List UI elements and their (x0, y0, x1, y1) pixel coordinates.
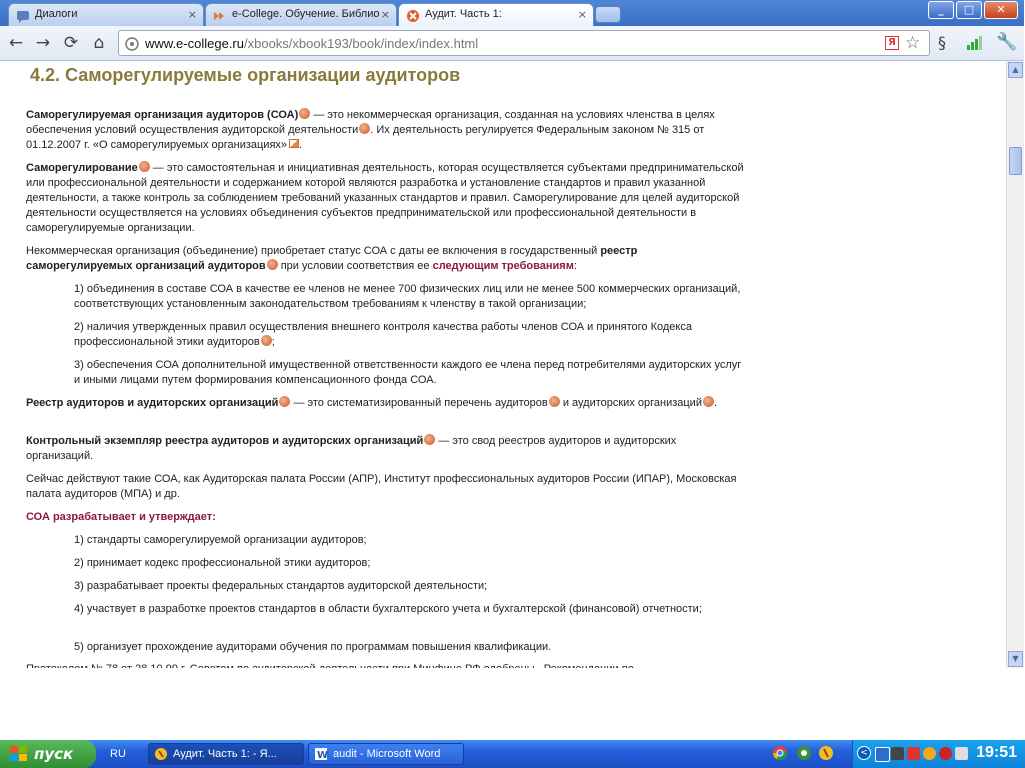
term-auditor-registry[interactable]: Реестр аудиторов и аудиторских организаций (26, 397, 279, 409)
paragraph-current-soa: Сейчас действуют такие СОА, как Аудиторская палата России (АПР), Институт профессиональных аудиторов России (ИПАР), Московская палата аудиторов (МПА) и др. (26, 473, 737, 500)
page-title: 4.2. Саморегулируемые организации аудиторов (30, 65, 461, 85)
yandex-browser-icon (154, 747, 168, 761)
maximize-button[interactable]: □ (956, 1, 982, 19)
bookmark-star-icon[interactable]: ☆ (905, 33, 921, 53)
page-content (0, 61, 1006, 668)
glossary-icon[interactable] (359, 123, 370, 134)
tab-strip (0, 0, 1024, 26)
vertical-scrollbar[interactable] (1006, 61, 1024, 668)
yandex-browser-icon[interactable] (818, 745, 834, 761)
list-item: 5) организует прохождение аудиторами обучения по программам повышения квалификации. (74, 641, 552, 653)
reload-button[interactable]: ⟳ (63, 33, 79, 53)
close-tab-icon[interactable]: × (577, 8, 587, 21)
forward-button[interactable]: → (35, 33, 51, 53)
close-window-button[interactable]: ✕ (984, 1, 1018, 19)
back-button[interactable]: ← (8, 33, 24, 53)
paragraph-self-regulation: Саморегулирование — это самостоятельная и инициативная деятельность, которая осуществляется субъектами предпринимательской или профессиональной деятельности и содержанием которой являются разработка и установление стандартов и правил указанной деятельности, а также контроль за соблюдением требований указанных стандартов и правил. Саморегулирование для целей аудиторской деятельности осуществляется на условиях объединения субъектов предпринимательской или профессиональной деятельности в саморегулируемые организации. (26, 162, 744, 234)
list-item: 3) разрабатывает проекты федеральных стандартов аудиторской деятельности; (74, 580, 488, 592)
requirements-link[interactable]: следующим требованиям (432, 260, 574, 272)
list-item: 4) участвует в разработке проектов стандартов в области бухгалтерского учета и бухгалтерской (финансовой) отчетности; (74, 603, 702, 615)
word-icon (314, 747, 328, 761)
glossary-icon[interactable] (424, 434, 435, 445)
start-button[interactable]: пуск (0, 740, 96, 768)
glossary-icon[interactable] (279, 396, 290, 407)
list-item: 2) принимает кодекс профессиональной этики аудиторов; (74, 557, 371, 569)
chat-icon (16, 8, 30, 22)
desktop-area (0, 668, 1024, 740)
printer-icon[interactable] (891, 747, 904, 760)
yandex-icon[interactable]: Я (885, 36, 899, 50)
paragraph-soa-definition: Саморегулируемая организация аудиторов (СОА) — это некоммерческая организация, созданная на условиях членства в целях обеспечения условий осуществления аудиторской деятельности . Их деятельность регулируется Федеральным законом № 315 от 01.12.2007 г. «О саморегулируемых организациях» . (26, 109, 715, 151)
glossary-icon[interactable] (139, 161, 150, 172)
scroll-down-arrow-icon[interactable]: ▼ (1008, 651, 1023, 667)
term-registry[interactable]: реестр саморегулируемых организаций аудиторов (26, 245, 638, 272)
scrollbar-thumb[interactable] (1009, 147, 1022, 175)
ecollege-icon (213, 8, 227, 22)
tab-audit-part1[interactable]: Аудит. Часть 1: × (398, 3, 594, 26)
monitor-icon[interactable] (875, 747, 890, 762)
requirement-item: 1) объединения в составе СОА в качестве ее членов не менее 700 физических лиц или не менее 500 коммерческих организаций, соответствующих установленным законодательством требованиям к членству в такой организации; (74, 283, 741, 310)
glossary-icon[interactable] (703, 396, 714, 407)
ecollege-icon (406, 8, 420, 22)
term-self-regulation[interactable]: Саморегулирование (26, 162, 138, 174)
scroll-up-arrow-icon[interactable]: ▲ (1008, 62, 1023, 78)
paragraph-registry: Реестр аудиторов и аудиторских организаций — это систематизированный перечень аудиторов и аудиторских организаций . (26, 397, 718, 409)
minimize-button[interactable]: _ (928, 1, 954, 19)
close-tab-icon[interactable]: × (187, 8, 197, 21)
url-host: www.e-college.ru (145, 36, 244, 51)
language-indicator[interactable]: RU (110, 748, 126, 760)
requirement-item: 3) обеспечения СОА дополнительной имущественной ответственности каждого ее члена перед потребителями аудиторских услуг и иными лицами путем формирования компенсационного фонда СОА. (74, 359, 742, 386)
paragraph-control-copy: Контрольный экземпляр реестра аудиторов и аудиторских организаций — это свод реестров аудиторов и аудиторских организаций. (26, 435, 677, 462)
task-word[interactable]: W audit - Microsoft Word (308, 743, 464, 765)
url-path: /xbooks/xbook193/book/index/index.html (244, 36, 479, 51)
term-soa[interactable]: Саморегулируемая организация аудиторов (СОА) (26, 109, 299, 121)
address-bar[interactable] (118, 30, 930, 56)
new-tab-button[interactable] (595, 6, 621, 23)
extension-icon[interactable]: § (938, 33, 946, 52)
list-item: 1) стандарты саморегулируемой организации аудиторов; (74, 534, 367, 546)
paragraph-status: Некоммерческая организация (объединение) приобретает статус СОА с даты ее включения в государственный реестр саморегулируемых организаций аудиторов при условии соответствия ее следующим требованиям: (26, 245, 638, 272)
system-tray (852, 740, 1025, 768)
update-icon[interactable] (923, 747, 936, 760)
term-control-copy[interactable]: Контрольный экземпляр реестра аудиторов и аудиторских организаций (26, 435, 424, 447)
close-tab-icon[interactable]: × (380, 8, 390, 21)
tray-expand-icon[interactable]: < (857, 746, 871, 760)
requirement-item: 2) наличия утвержденных правил осуществления внешнего контроля качества работы членов СОА и принятого Кодекса профессиональной этики аудиторов ; (74, 321, 692, 348)
chrome-icon[interactable] (772, 745, 788, 761)
tab-ecollege-library[interactable]: e-College. Обучение. Библио × (205, 3, 397, 26)
external-link-icon[interactable] (289, 139, 299, 148)
svg-text:W: W (317, 750, 329, 761)
windows-logo-icon (10, 746, 27, 762)
glossary-icon[interactable] (299, 108, 310, 119)
soa-develops-heading: СОА разрабатывает и утверждает: (26, 511, 216, 523)
glossary-icon[interactable] (261, 335, 272, 346)
task-browser[interactable]: Аудит. Часть 1: - Я... (148, 743, 304, 765)
wrench-icon[interactable]: 🔧 (996, 32, 1018, 52)
clock: 19:51 (976, 744, 1017, 761)
signal-icon[interactable] (966, 35, 982, 51)
glossary-icon[interactable] (267, 259, 278, 270)
volume-icon[interactable] (955, 747, 968, 760)
home-button[interactable]: ⌂ (93, 33, 105, 53)
browser-toolbar (0, 26, 1024, 61)
security-icon[interactable] (907, 747, 920, 760)
network-icon[interactable] (796, 745, 812, 761)
tab-dialogs[interactable]: Диалоги × (8, 3, 204, 26)
opera-icon[interactable] (939, 747, 952, 760)
glossary-icon[interactable] (549, 396, 560, 407)
page-icon (125, 36, 139, 50)
